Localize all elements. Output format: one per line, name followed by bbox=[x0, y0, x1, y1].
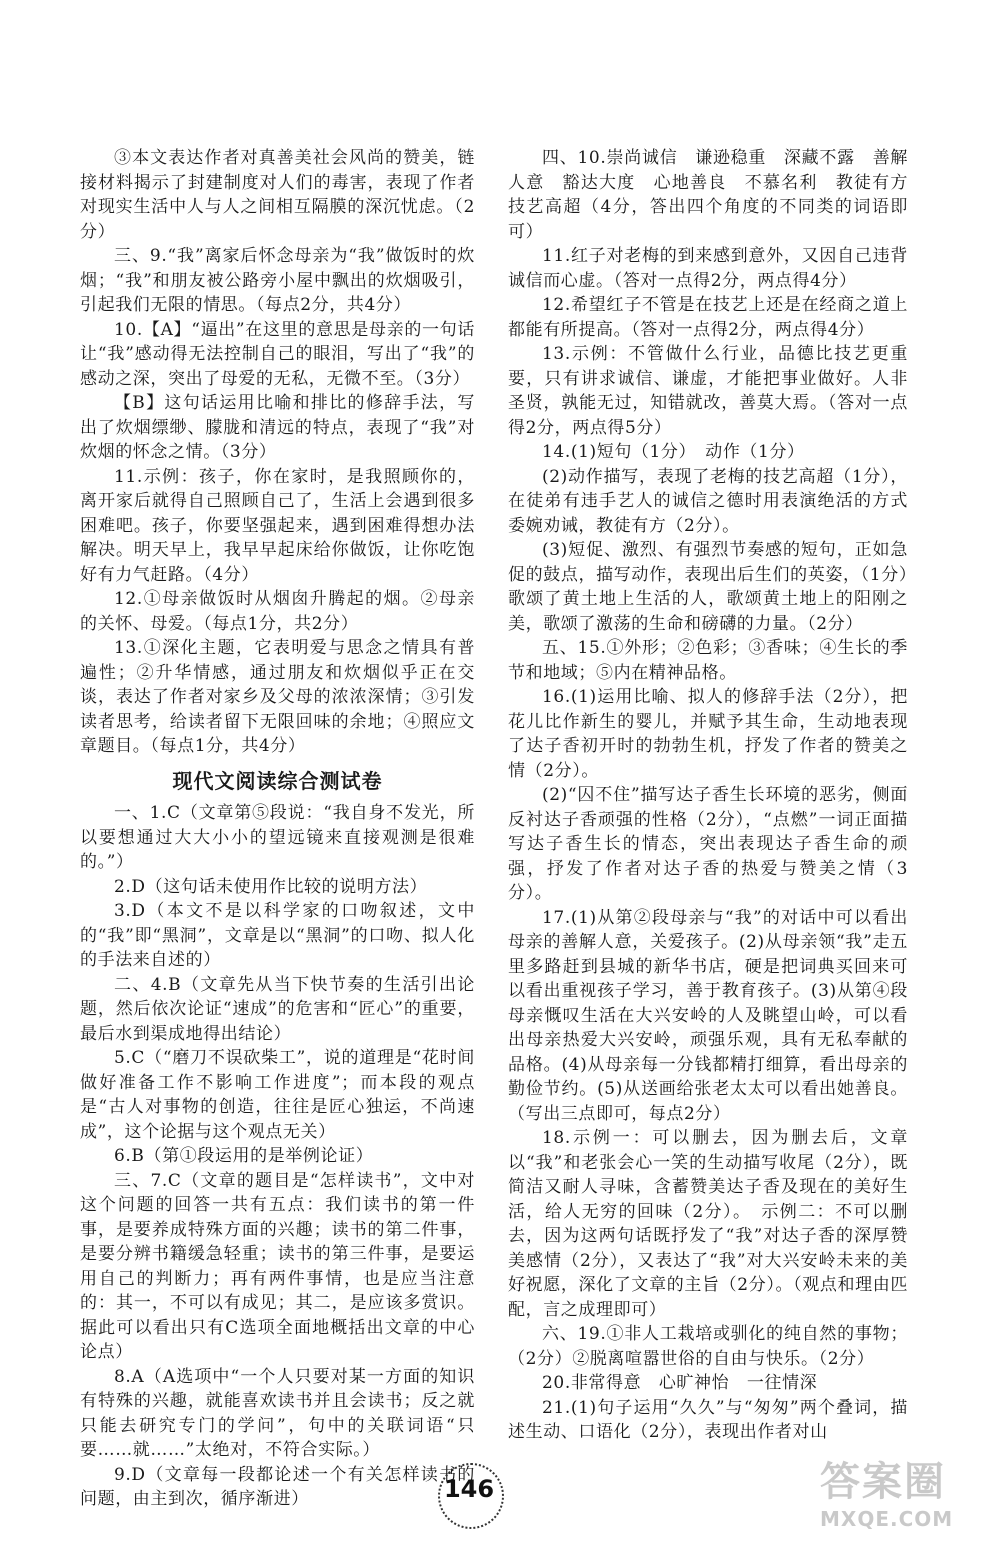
right-para-1: 四、10.崇尚诚信 谦逊稳重 深藏不露 善解人意 豁达大度 心地善良 不慕名利 教徒有方 技艺高超（4分，答出四个角度的不同类的词语即可） bbox=[508, 148, 926, 242]
right-para-15: 21.(1)句子运用“久久”与“匆匆”两个叠词，描述生动、口语化（2分），表现出作者对山 bbox=[508, 1397, 908, 1442]
left-column bbox=[80, 146, 475, 1512]
right-column bbox=[508, 146, 926, 1445]
left-para-4: 【B】这句话运用比喻和排比的修辞手法，写出了炊烟缥缈、朦胧和清远的特点，表现了“我”对炊烟的怀念之情。（3分） bbox=[80, 393, 475, 462]
right-para-6: (2)动作描写，表现了老梅的技艺高超（1分），在徒弟有违手艺人的诚信之德时用表演绝活的方式委婉劝诫，教徒有方（2分）。 bbox=[508, 466, 908, 536]
right-para-3: 12.希望红子不管是在技艺上还是在经商之道上都能有所提高。（答对一点得2分，两点得4分） bbox=[508, 295, 908, 340]
left-para-5: 11.示例：孩子，你在家时，是我照顾你的，离开家后就得自己照顾自己了，生活上会遇到很多困难吧。孩子，你要坚强起来，遇到困难得想办法解决。明天早上，我早早起床给你做饭，让你吃饱好有力气赶路。（4分） bbox=[80, 466, 475, 585]
right-para-9: 16.(1)运用比喻、拟人的修辞手法（2分），把花儿比作新生的婴儿，并赋予其生命，生动地表现了达子香初开时的勃勃生机，抒发了作者的赞美之情（2分）。 bbox=[508, 687, 908, 781]
page-number-badge bbox=[430, 1455, 510, 1535]
right-para-2: 11.红子对老梅的到来感到意外，又因自己违背诚信而心虚。（答对一点得2分，两点得4分） bbox=[508, 246, 908, 291]
left-para-3: 10.【A】“逼出”在这里的意思是母亲的一句话让“我”感动得无法控制自己的眼泪，写出了“我”的感动之深，突出了母爱的无私，无微不至。（3分） bbox=[80, 319, 475, 389]
left-para-1: ③本文表达作者对真善美社会风尚的赞美，链接材料揭示了封建制度对人们的毒害，表现了作者对现实生活中人与人之间相互隔膜的深沉忧虑。（2分） bbox=[80, 148, 475, 242]
left-para-10: 3.D（本文不是以科学家的口吻叙述，文中的“我”即“黑洞”，文章是以“黑洞”的口吻、拟人化的手法来自述的） bbox=[80, 901, 475, 970]
left-para-16: 9.D（文章每一段都论述一个有关怎样读书的问题，由主到次，循序渐进） bbox=[80, 1464, 475, 1509]
left-para-7: 13.①深化主题，它表明爱与思念之情具有普遍性；②升华情感，通过朋友和炊烟似乎正在交谈，表达了作者对家乡及父母的浓浓深情；③引发读者思考，给读者留下无限回味的余地；④照应文章题目。（每点1分，共4分） bbox=[80, 638, 475, 756]
right-para-13: 六、19.①非人工栽培或驯化的纯自然的事物；（2分）②脱离喧嚣世俗的自由与快乐。（2分） bbox=[508, 1324, 908, 1369]
left-para-13: 6.B（第①段运用的是举例论证） bbox=[114, 1146, 374, 1166]
page-number: 146 bbox=[443, 1475, 495, 1503]
watermark-url: MXQE.COM bbox=[820, 1507, 954, 1531]
watermark bbox=[820, 1450, 990, 1540]
left-para-9: 2.D（这句话未使用作比较的说明方法） bbox=[114, 876, 428, 897]
left-para-12: 5.C（“磨刀不误砍柴工”，说的道理是“花时间做好准备工作不影响工作进度”；而本段的观点是“古人对事物的创造，往往是匠心独运，不尚速成”，这个论据与这个观点无关） bbox=[80, 1048, 475, 1142]
left-para-14: 三、7.C（文章的题目是“怎样读书”，文中对这个问题的回答一共有五点：我们读书的第一件事，是要养成特殊方面的兴趣；读书的第二件事，是要分辨书籍缓急轻重；读书的第三件事，是要运用自己的判断力；再有两件事情，也是应当注意的：其一，不可以有成见；其二，是应该多赏识。据此可以看出只有C选项全面地概括出文章的中心论点） bbox=[80, 1170, 475, 1362]
left-para-8: 一、1.C（文章第⑤段说：“我自身不发光，所以要想通过大大小小的望远镜来直接观测是很难的。”） bbox=[80, 803, 475, 872]
right-para-11: 17.(1)从第②段母亲与“我”的对话中可以看出母亲的善解人意，关爱孩子。(2)从母亲领“我”走五里多路赶到县城的新华书店，硬是把词典买回来可以看出重视孩子学习，善于教育孩子。(3)从第④段母亲慨叹生活在大兴安岭的人及眺望山岭，可以看出母亲热爱大兴安岭，顽强乐观，具有无私奉献的品格。(4)从母亲每一分钱都精打细算，看出母亲的勤俭节约。(5)从送画给张老太太可以看出她善良。（写出三点即可，每点2分） bbox=[508, 907, 908, 1124]
right-para-10: (2)“囚不住”描写达子香生长环境的恶劣，侧面反衬达子香顽强的性格（2分），“点燃”一词正面描写达子香生长的情态，突出表现达子香生命的顽强，抒发了作者对达子香的热爱与赞美之情（3分）。 bbox=[508, 785, 908, 903]
right-para-5: 14.(1)短句（1分） 动作（1分） bbox=[542, 442, 805, 462]
right-para-8: 五、15.①外形；②色彩；③香味；④生长的季节和地域；⑤内在精神品格。 bbox=[508, 638, 908, 683]
right-para-14: 20.非常得意 心旷神怡 一往情深 bbox=[542, 1373, 818, 1393]
right-para-4: 13.示例：不管做什么行业，品德比技艺更重要，只有讲求诚信、谦虚，才能把事业做好。人非圣贤，孰能无过，知错就改，善莫大焉。（答对一点得2分，两点得5分） bbox=[508, 344, 908, 438]
left-para-15: 8.A（A选项中“一个人只要对某一方面的知识有特殊的兴趣，就能喜欢读书并且会读书；反之就只能去研究专门的学问”，句中的关联词语“只要……就……”太绝对，不符合实际。） bbox=[80, 1366, 475, 1460]
watermark-logo: 答案圈 bbox=[820, 1459, 946, 1505]
left-para-2: 三、9.“我”离家后怀念母亲为“我”做饭时的炊烟；“我”和朋友被公路旁小屋中飘出的炊烟吸引，引起我们无限的情思。（每点2分，共4分） bbox=[80, 246, 475, 315]
right-para-12: 18.示例一：可以删去，因为删去后，文章以“我”和老张会心一笑的生动描写收尾（2分），既简洁又耐人寻味，含蓄赞美达子香及现在的美好生活，给人无穷的回味（2分）。 示例二：不可以删去，因为这两句话既抒发了“我”对达子香的深厚赞美感情（2分），又表达了“我”对大兴安岭未来的美好祝愿，深化了文章的主旨（2分）。（观点和理由匹配，言之成理即可） bbox=[508, 1128, 908, 1320]
left-para-6: 12.①母亲做饭时从烟囱升腾起的烟。②母亲的关怀、母爱。（每点1分，共2分） bbox=[80, 589, 475, 634]
left-para-11: 二、4.B（文章先从当下快节奏的生活引出论题，然后依次论证“速成”的危害和“匠心”的重要，最后水到渠成地得出结论） bbox=[80, 974, 475, 1044]
right-para-7: (3)短促、激烈、有强烈节奏感的短句，正如急促的鼓点，描写动作，表现出后生们的英姿，（1分）歌颂了黄土地上生活的人，歌颂黄土地上的阳刚之美，歌颂了激荡的生命和磅礴的力量。（2分） bbox=[508, 540, 908, 634]
section-title: 现代文阅读综合测试卷 bbox=[172, 768, 383, 793]
